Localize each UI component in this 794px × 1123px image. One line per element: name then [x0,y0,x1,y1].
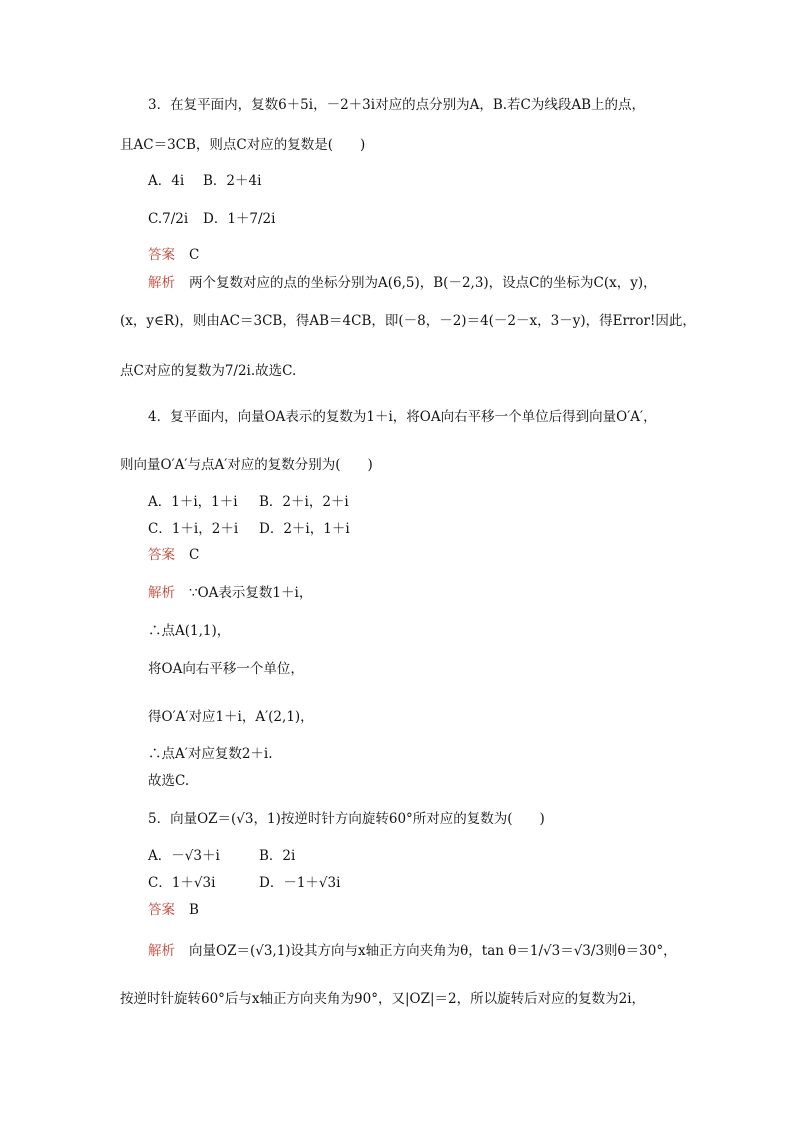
q4-analysis-line-2: ∴点A(1,1)， [148,623,231,639]
q3-analysis-line-2: (x，y∈R)，则由AC＝3CB，得AB＝4CB，即(－8，－2)＝4(－2－x，3－y)，得Error!因此， [120,313,696,329]
q3-analysis-line-1: 两个复数对应的点的坐标分别为A(6,5)，B(－2,3)，设点C的坐标为C(x，y)， [189,275,657,291]
q4-option-a: A．1＋i，1＋i [148,494,238,510]
q5-answer-label: 答案 [148,902,175,918]
q5-answer: B [189,902,199,918]
q4-analysis-label: 解析 [148,585,175,601]
q3-analysis-label: 解析 [148,275,175,291]
q3-stem-line-1: 3．在复平面内，复数6＋5i，－2＋3i对应的点分别为A，B.若C为线段AB上的点， [148,97,646,113]
q3-analysis-line-3: 点C对应的复数为7/2i.故选C. [120,363,297,379]
q3-option-c: C.7/2i [148,211,189,227]
q5-option-b: B．2i [259,848,296,864]
q3-stem-line-2: 且AC＝3CB，则点C对应的复数是( ) [120,137,366,153]
q3-option-d: D．1＋7/2i [203,211,276,227]
q3-answer: C [189,247,200,263]
q5-analysis-line-2: 按逆时针旋转60°后与x轴正方向夹角为90°，又|OZ|＝2，所以旋转后对应的复数为2i， [120,991,646,1007]
q3-option-b: B．2＋4i [203,173,262,189]
q4-stem-line-1: 4．复平面内，向量OA表示的复数为1＋i，将OA向右平移一个单位后得到向量O′A′， [148,409,657,425]
q5-option-c: C．1＋√3i [148,875,216,891]
q4-analysis-line-3: 将OA向右平移一个单位， [148,661,304,677]
q4-stem-line-2: 则向量O′A′与点A′对应的复数分别为( ) [120,457,373,473]
q4-analysis-line-5: ∴点A′对应复数2＋i. [148,746,273,762]
q5-stem-line-1: 5．向量OZ＝(√3，1)按逆时针方向旋转60°所对应的复数为( ) [148,811,545,827]
q4-analysis-line-4: 得O′A′对应1＋i，A′(2,1)， [148,709,314,725]
q3-answer-label: 答案 [148,247,175,263]
q4-option-b: B．2＋i，2＋i [259,494,349,510]
q4-option-d: D．2＋i，1＋i [259,521,350,537]
q5-option-a: A．－√3＋i [148,848,220,864]
q4-option-c: C．1＋i，2＋i [148,521,239,537]
q5-analysis-label: 解析 [148,943,175,959]
q4-analysis-line-1: ∵OA表示复数1＋i， [189,585,313,601]
q3-option-a: A．4i [148,173,185,189]
q4-answer-label: 答案 [148,547,175,563]
q4-answer: C [189,547,200,563]
q5-analysis-line-1: 向量OZ＝(√3,1)设其方向与x轴正方向夹角为θ，tan θ＝1/√3＝√3/3则θ＝30°， [189,943,677,959]
q4-analysis-line-6: 故选C. [148,773,190,789]
q5-option-d: D．－1＋√3i [259,875,341,891]
